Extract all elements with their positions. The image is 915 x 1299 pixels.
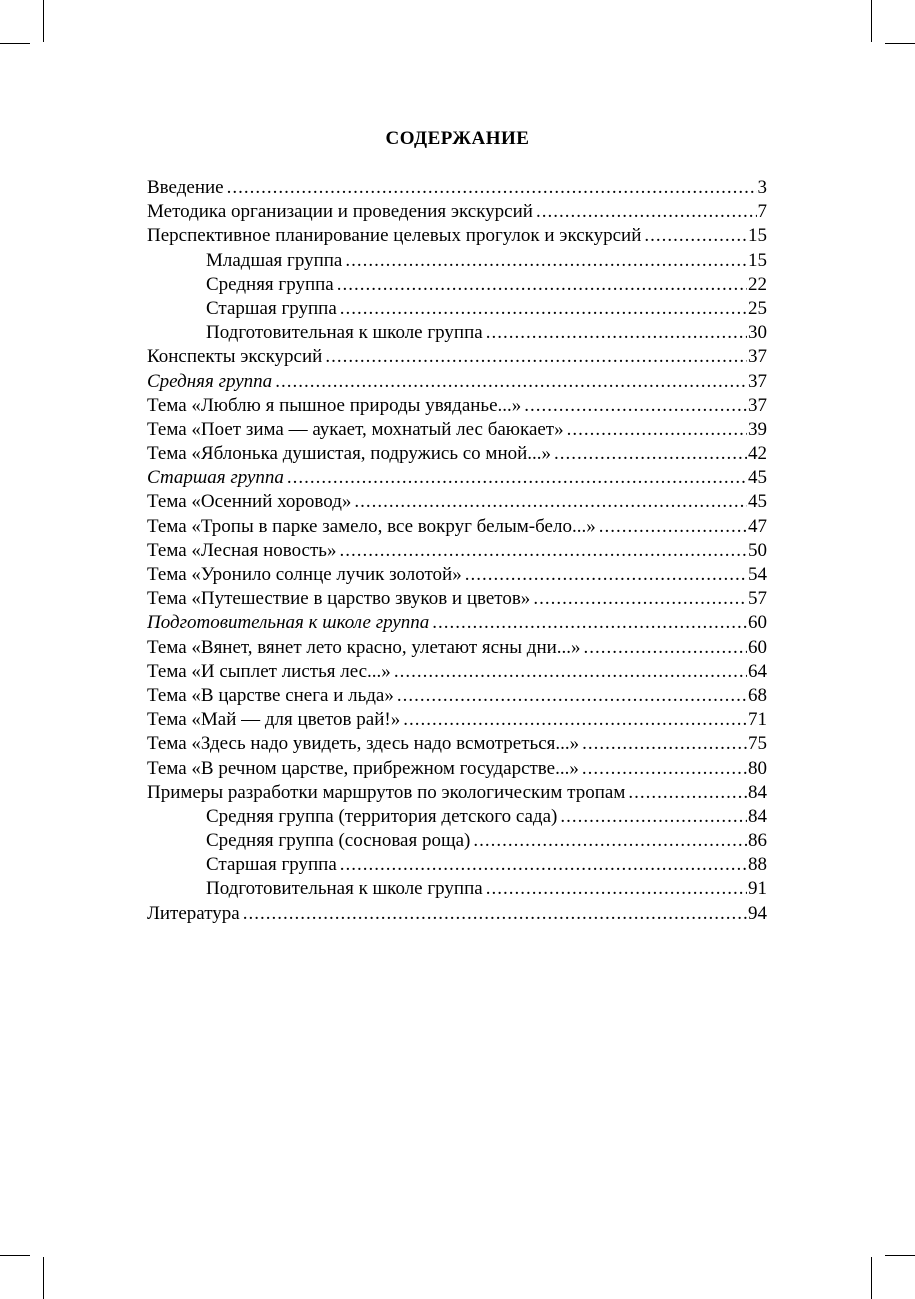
toc-entry[interactable]: [147, 611, 767, 635]
toc-entry[interactable]: [147, 781, 767, 805]
toc-dot-leader: [339, 539, 747, 563]
toc-entry[interactable]: [147, 490, 767, 514]
toc-dot-leader: [599, 515, 747, 539]
toc-entry-page-number: 47: [748, 515, 767, 537]
toc-entry-page-number: 84: [748, 805, 767, 827]
toc-entry-page-number: 71: [748, 709, 767, 731]
toc-dot-leader: [560, 805, 747, 829]
toc-entry-page-number: 15: [748, 249, 767, 271]
toc-entry-label: Тема «Май — для цветов рай!»: [147, 709, 401, 731]
toc-entry[interactable]: [147, 394, 767, 418]
toc-entry-label: Тема «В царстве снега и льда»: [147, 684, 394, 706]
toc-dot-leader: [403, 708, 747, 732]
toc-entry-page-number: 30: [748, 322, 767, 344]
toc-entry-page-number: 15: [748, 225, 767, 247]
toc-entry[interactable]: [147, 636, 767, 660]
page-title: СОДЕРЖАНИЕ: [385, 128, 530, 149]
toc-dot-leader: [628, 781, 747, 805]
toc-entry-page-number: 86: [748, 830, 767, 852]
toc-dot-leader: [432, 611, 747, 635]
toc-entry-page-number: 88: [748, 854, 767, 876]
toc-entry[interactable]: [147, 249, 767, 273]
toc-entry[interactable]: [147, 345, 767, 369]
toc-entry[interactable]: [147, 877, 767, 901]
toc-entry[interactable]: [147, 732, 767, 756]
toc-dot-leader: [644, 224, 747, 248]
toc-entry[interactable]: [147, 853, 767, 877]
toc-entry-label: Тема «Уронило солнце лучик золотой»: [147, 564, 462, 585]
toc-entry-label: Тема «Поет зима — аукает, мохнатый лес баюкает»: [147, 418, 564, 440]
toc-dot-leader: [275, 370, 747, 394]
crop-mark-bottom-right: [885, 1255, 915, 1256]
toc-dot-leader: [337, 273, 747, 297]
toc-entry[interactable]: [147, 176, 767, 200]
toc-dot-leader: [536, 200, 757, 224]
toc-entry-page-number: 80: [748, 757, 767, 779]
toc-entry[interactable]: [147, 684, 767, 708]
toc-entry[interactable]: [147, 273, 767, 297]
toc-entry-label: Тема «Путешествие в царство звуков и цветов»: [147, 588, 531, 610]
toc-dot-leader: [340, 853, 747, 877]
toc-dot-leader: [533, 587, 747, 611]
toc-entry-page-number: 57: [748, 588, 767, 610]
toc-entry-label: Старшая группа: [206, 854, 337, 876]
toc-entry-page-number: 45: [748, 467, 767, 489]
toc-entry-label: Тема «Вянет, вянет лето красно, улетают ясны дни...»: [147, 636, 581, 658]
toc-entry[interactable]: [147, 902, 767, 926]
toc-entry-label: Подготовительная к школе группа: [206, 878, 483, 900]
toc-entry-page-number: 50: [748, 539, 767, 561]
toc-entry-page-number: 22: [748, 273, 767, 295]
toc-dot-leader: [524, 394, 747, 418]
toc-dot-leader: [486, 321, 747, 345]
toc-entry-label: Тема «Тропы в парке замело, все вокруг белым-бело...»: [147, 515, 596, 537]
toc-entry[interactable]: [147, 466, 767, 490]
toc-entry[interactable]: [147, 297, 767, 321]
toc-entry-page-number: 45: [748, 491, 767, 513]
crop-mark-bottom-left: [0, 1255, 30, 1256]
toc-entry[interactable]: [147, 515, 767, 539]
toc-entry-label: Тема «Осенний хоровод»: [147, 491, 352, 513]
toc-dot-leader: [325, 345, 747, 369]
toc-entry[interactable]: [147, 757, 767, 781]
toc-entry-page-number: 25: [748, 297, 767, 319]
toc-entry-label: Младшая группа: [206, 249, 343, 271]
toc-entry-page-number: 42: [748, 443, 767, 465]
toc-entry-label: Перспективное планирование целевых прогулок и экскурсий: [147, 225, 642, 247]
crop-mark-top-right: [885, 43, 915, 44]
toc-dot-leader: [227, 176, 757, 200]
toc-entry-label: Примеры разработки маршрутов по экологическим тропам: [147, 781, 626, 803]
toc-entry-page-number: 64: [748, 660, 767, 682]
toc-entry-page-number: 94: [748, 902, 767, 924]
toc-entry-page-number: 60: [748, 612, 767, 634]
toc-entry-label: Конспекты экскурсий: [147, 346, 323, 368]
toc-entry[interactable]: [147, 660, 767, 684]
toc-entry-page-number: 37: [748, 370, 767, 392]
toc-dot-leader: [465, 563, 747, 587]
toc-entry-label: Тема «В речном царстве, прибрежном государстве...»: [147, 757, 579, 779]
toc-entry[interactable]: [147, 321, 767, 345]
toc-dot-leader: [567, 418, 747, 442]
toc-dot-leader: [582, 732, 747, 756]
toc-entry-label: Средняя группа (сосновая роща): [206, 830, 471, 852]
toc-entry-page-number: 7: [757, 201, 767, 223]
toc-dot-leader: [486, 877, 747, 901]
toc-entry[interactable]: [147, 587, 767, 611]
toc-entry-label: Введение: [147, 177, 224, 198]
toc-entry-page-number: 37: [748, 346, 767, 368]
toc-dot-leader: [584, 636, 747, 660]
toc-dot-leader: [582, 757, 747, 781]
toc-entry-label: Средняя группа: [206, 273, 334, 295]
toc-entry-label: Средняя группа: [147, 370, 273, 392]
crop-mark-bottom-left: [43, 1257, 44, 1299]
toc-entry-label: Средняя группа (территория детского сада): [206, 805, 558, 827]
toc-entry-page-number: 37: [748, 394, 767, 416]
toc-entry-page-number: 68: [748, 684, 767, 706]
crop-mark-top-left: [43, 0, 44, 42]
toc-entry-page-number: 60: [748, 636, 767, 658]
toc-entry[interactable]: [147, 418, 767, 442]
toc-entry[interactable]: [147, 370, 767, 394]
toc-dot-leader: [354, 490, 747, 514]
toc-entry-label: Подготовительная к школе группа: [147, 612, 430, 634]
toc-entry-page-number: 3: [757, 177, 767, 198]
crop-mark-top-left: [0, 43, 30, 44]
toc-entry-label: Тема «И сыплет листья лес...»: [147, 660, 391, 682]
toc-dot-leader: [397, 684, 747, 708]
toc-entry-label: Старшая группа: [206, 297, 337, 319]
toc-entry-label: Подготовительная к школе группа: [206, 322, 483, 344]
toc-dot-leader: [394, 660, 747, 684]
toc-entry-label: Тема «Люблю я пышное природы увяданье...»: [147, 394, 522, 416]
toc-entry[interactable]: [147, 563, 767, 587]
toc-entry[interactable]: [147, 442, 767, 466]
toc-entry-label: Литература: [147, 902, 240, 924]
toc-entry[interactable]: [147, 539, 767, 563]
toc-entry[interactable]: [147, 805, 767, 829]
toc-dot-leader: [473, 829, 747, 853]
crop-mark-top-right: [871, 0, 872, 42]
toc-entry[interactable]: [147, 200, 767, 224]
toc-entry-label: Методика организации и проведения экскурсий: [147, 201, 533, 223]
toc-entry-page-number: 39: [748, 418, 767, 440]
toc-entry-label: Тема «Здесь надо увидеть, здесь надо всмотреться...»: [147, 733, 580, 755]
toc-entry-page-number: 91: [748, 878, 767, 900]
toc-entry-label: Тема «Лесная новость»: [147, 539, 337, 561]
toc-dot-leader: [554, 442, 747, 466]
toc-entry[interactable]: [147, 224, 767, 248]
crop-mark-bottom-right: [871, 1257, 872, 1299]
toc-dot-leader: [340, 297, 747, 321]
toc-dot-leader: [345, 249, 747, 273]
toc-entry[interactable]: [147, 829, 767, 853]
toc-dot-leader: [243, 902, 747, 926]
toc-entry-page-number: 84: [748, 781, 767, 803]
toc-entry-page-number: 75: [748, 733, 767, 755]
toc-entry-label: Тема «Яблонька душистая, подружись со мной...»: [147, 443, 552, 465]
toc-entry-page-number: 54: [748, 564, 767, 585]
toc-entry-label: Старшая группа: [147, 467, 284, 489]
toc-dot-leader: [287, 466, 747, 490]
table-of-contents: [147, 176, 767, 926]
toc-entry[interactable]: [147, 708, 767, 732]
